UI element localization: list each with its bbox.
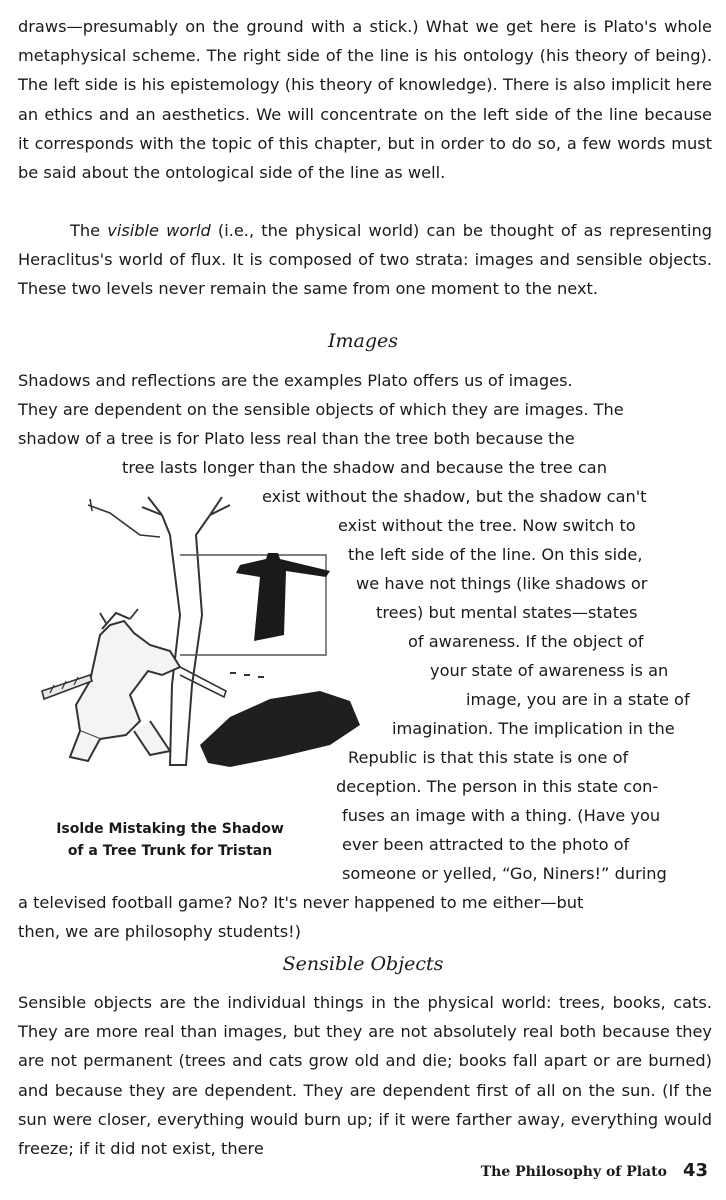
images-line-18: someone or yelled, “Go, Niners!” during xyxy=(342,864,667,883)
images-line-14: Republic is that this state is one of xyxy=(348,748,629,767)
images-line-1: Shadows and reflections are the examples Plato offers us of images. xyxy=(18,371,573,390)
caption-line-2: of a Tree Trunk for Tristan xyxy=(67,843,273,859)
paragraph-visible-world xyxy=(18,216,712,304)
images-line-6: exist without the tree. Now switch to xyxy=(338,516,636,535)
images-line-17: ever been attracted to the photo of xyxy=(342,835,630,854)
paragraph-sensible-objects: Sensible objects are the individual things in the physical world: trees, books, cats. They are more real than images, but they are not absolutely real both because they are not permanent (trees and cats grow old and die; books fall apart or are burned) and because they are dependent. They are dependent first of all on the sun. (If the sun were closer, everything would burn up; if it were farther away, everything would freeze; if it did not exist, there xyxy=(18,993,712,1159)
caption-line-1: Isolde Mistaking the Shadow xyxy=(56,821,284,837)
images-line-2: They are dependent on the sensible objects of which they are images. The xyxy=(18,400,624,419)
visible-world-term: visible world xyxy=(107,221,211,240)
section-heading-images: Images xyxy=(327,330,398,352)
images-line-11: your state of awareness is an xyxy=(430,661,669,680)
page-footer xyxy=(481,1160,708,1181)
images-line-12: image, you are in a state of xyxy=(466,690,690,709)
visible-world-rest: (i.e., the physical world) can be thought of as representing Heraclitus's world of flux. It is composed of two strata: images and sensible objects. These two levels never remain the same from one moment to the next. xyxy=(18,221,712,299)
images-line-9: trees) but mental states—states xyxy=(376,603,638,622)
images-line-13: imagination. The implication in the xyxy=(392,719,675,738)
images-line-16: fuses an image with a thing. (Have you xyxy=(342,806,661,825)
images-line-4: tree lasts longer than the shadow and because the tree can xyxy=(122,458,607,477)
figure-caption xyxy=(20,818,320,862)
images-line-19: a televised football game? No? It's never happened to me either—but xyxy=(18,893,584,912)
running-title: The Philosophy of Plato xyxy=(480,1164,667,1180)
images-line-3: shadow of a tree is for Plato less real than the tree both because the xyxy=(18,429,575,448)
paragraph-ontology: draws—presumably on the ground with a stick.) What we get here is Plato's whole metaphysical scheme. The right side of the line is his ontology (his theory of being). The left side is his epistemology (his theory of knowledge). There is also implicit here an ethics and an aesthetics. We will concentrate on the left side of the line because it corresponds with the topic of this chapter, but in order to do so, a few words must be said about the ontological side of the line as well. xyxy=(18,17,712,183)
images-line-5: exist without the shadow, but the shadow can't xyxy=(262,487,647,506)
page-number: 43 xyxy=(682,1160,708,1181)
images-line-10: of awareness. If the object of xyxy=(408,632,644,651)
images-line-15: deception. The person in this state con- xyxy=(336,777,659,796)
images-line-7: the left side of the line. On this side, xyxy=(348,545,643,564)
visible-world-lead: The xyxy=(70,221,108,240)
section-heading-sensible-objects: Sensible Objects xyxy=(282,953,444,975)
images-line-8: we have not things (like shadows or xyxy=(356,574,648,593)
images-line-20: then, we are philosophy students!) xyxy=(18,922,301,941)
isolde-tree-illustration xyxy=(30,495,380,825)
